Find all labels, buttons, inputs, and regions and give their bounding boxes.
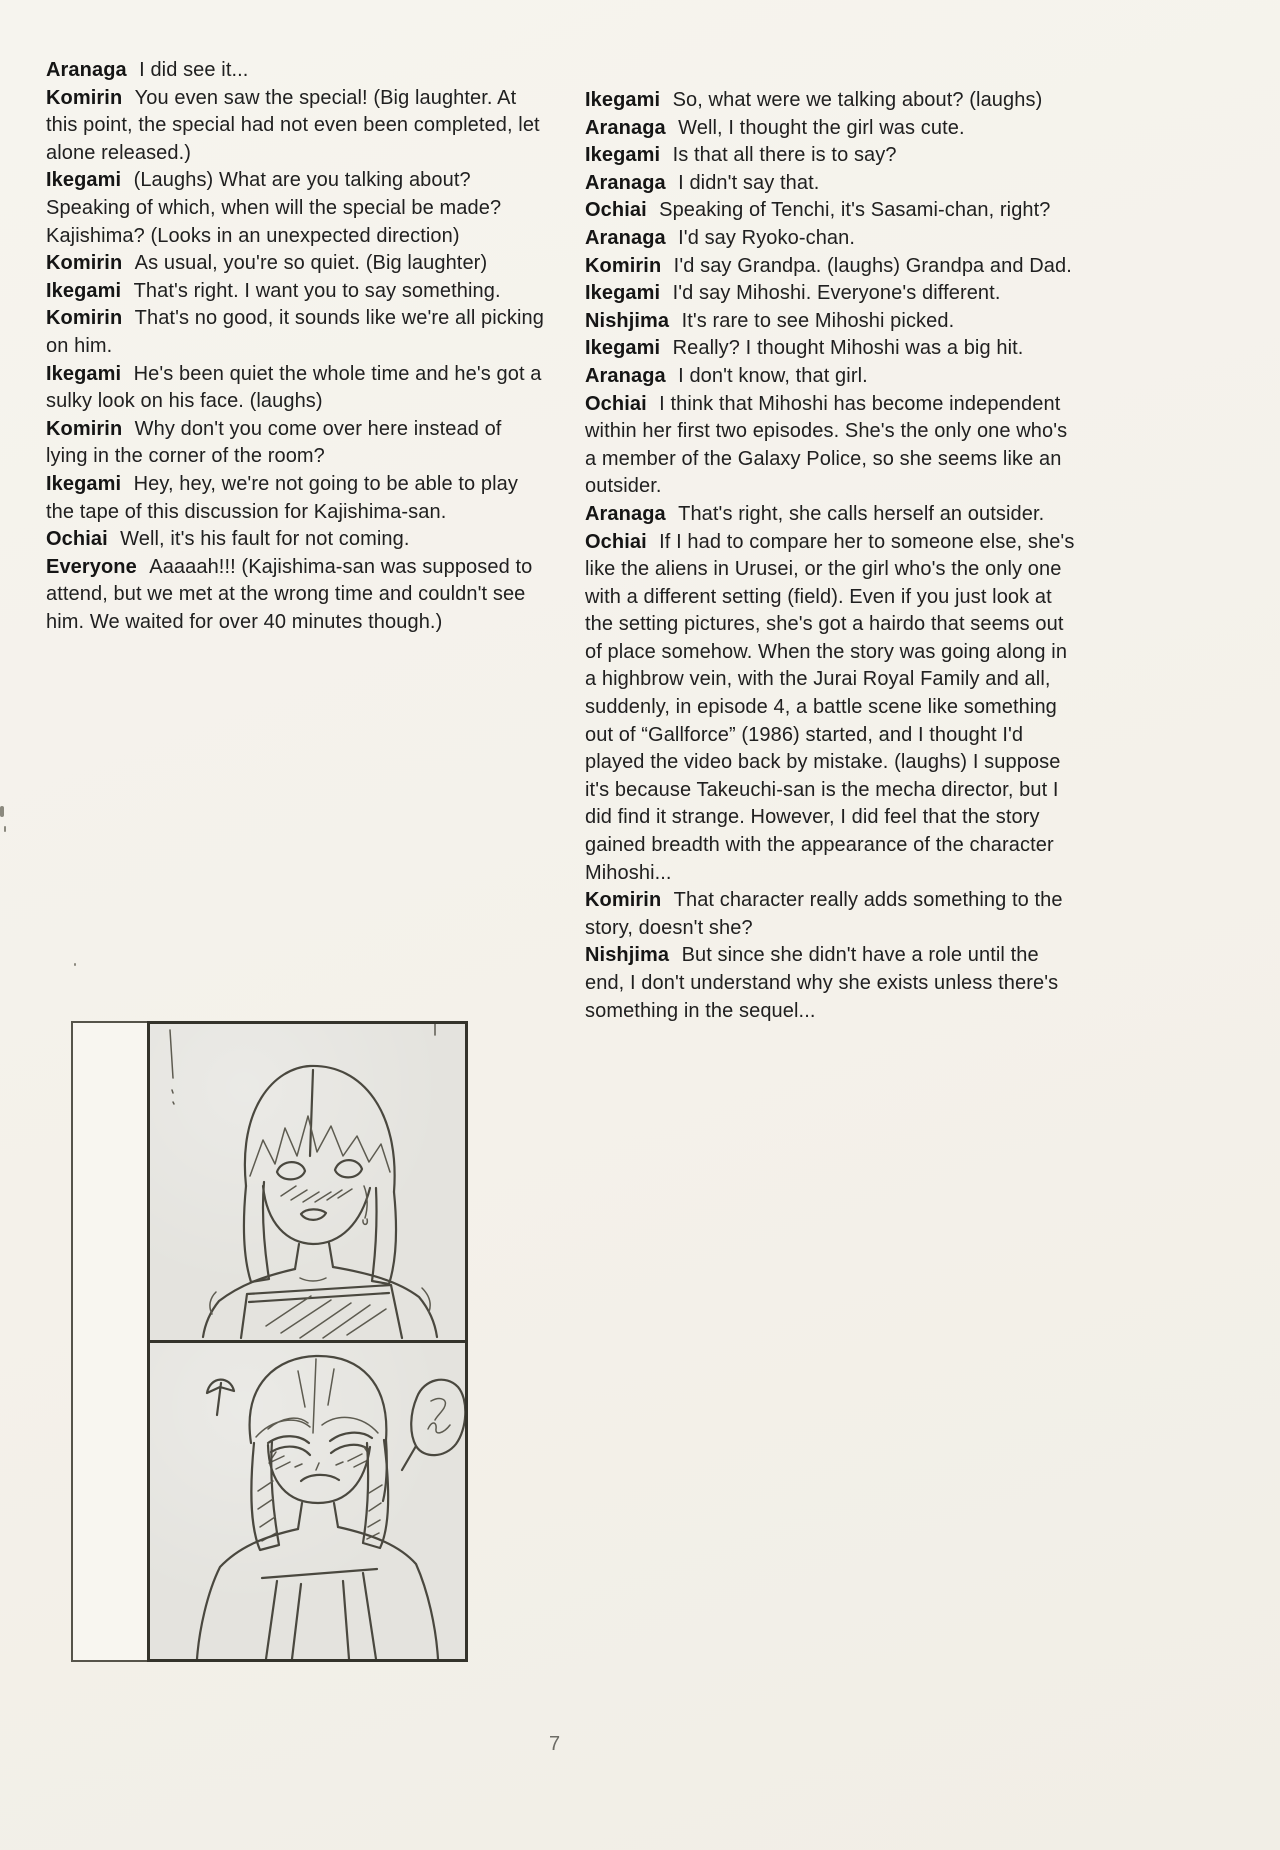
dialogue-entry: [585, 142, 1077, 170]
sketch-scan: [147, 1021, 468, 1662]
dialogue-text: Well, it's his fault for not coming.: [120, 528, 410, 551]
speech-bubble: [402, 1380, 465, 1470]
speaker-name: Ikegami: [46, 169, 122, 192]
dialogue-entry: [585, 197, 1077, 225]
storyboard-panel-2: [150, 1340, 465, 1659]
speaker-name: Ikegami: [585, 144, 661, 167]
dialogue-entry: [585, 335, 1077, 363]
dialogue-text: Speaking of Tenchi, it's Sasami-chan, right?: [659, 199, 1051, 222]
dialogue-text: I don't know, that girl.: [678, 364, 868, 387]
dialogue-entry: [585, 280, 1077, 308]
speaker-name: Aranaga: [585, 171, 666, 194]
scan-speck: [4, 826, 6, 832]
speaker-name: Aranaga: [46, 59, 127, 81]
speaker-name: Komirin: [46, 86, 123, 109]
dialogue-entry: [46, 57, 545, 85]
dialogue-text: That character really adds something to the story, doesn't she?: [585, 889, 1063, 939]
dialogue-entry: [585, 363, 1077, 391]
scan-speck: [74, 963, 76, 966]
dialogue-entry: [46, 554, 545, 637]
dialogue-text: Well, I thought the girl was cute.: [678, 116, 965, 139]
page-number: 7: [549, 1733, 561, 1755]
girl-sketch-annoyed: [150, 1343, 465, 1659]
dialogue-text: I'd say Grandpa. (laughs) Grandpa and Dad.: [673, 254, 1072, 277]
right-column: [585, 87, 1077, 1025]
dialogue-entry: [46, 167, 545, 250]
dialogue-entry: [46, 416, 545, 471]
speaker-name: Everyone: [46, 555, 137, 578]
dialogue-text: Why don't you come over here instead of lying in the corner of the room?: [46, 417, 502, 468]
dialogue-entry: [46, 250, 545, 278]
dialogue-text: Really? I thought Mihoshi was a big hit.: [672, 337, 1024, 360]
dialogue-entry: [585, 115, 1077, 143]
dialogue-text: I'd say Mihoshi. Everyone's different.: [672, 282, 1001, 305]
speaker-name: Komirin: [46, 417, 123, 440]
speaker-name: Ochiai: [585, 392, 647, 415]
speaker-name: Ochiai: [585, 199, 647, 222]
speaker-name: Ochiai: [585, 530, 647, 553]
dialogue-text: I'd say Ryoko-chan.: [678, 226, 856, 249]
up-arrow-doodle: [207, 1380, 234, 1415]
left-column: [46, 57, 545, 636]
dialogue-text: If I had to compare her to someone else, she's like the aliens in Urusei, or the girl who's the only one with a different setting (field). Even if you just look at the setting pictures, she's got a hairdo that seems out of place somehow. When the story was going along in a highbrow vein, with the Jurai Royal Family and all, suddenly, in episode 4, a battle scene like something out of “Gallforce” (1986) started, and I thought I'd played the video back by mistake. (laughs) I suppose it's because Takeuchi-san is the mecha director, but I did find it strange. However, I did feel that the story gained breadth with the appearance of the character Mihoshi...: [585, 530, 1075, 884]
speaker-name: Aranaga: [585, 502, 666, 525]
dialogue-text: It's rare to see Mihoshi picked.: [681, 309, 955, 332]
speaker-name: Nishjima: [585, 944, 670, 967]
dialogue-entry: [585, 501, 1077, 529]
speaker-name: Ochiai: [46, 528, 108, 551]
dialogue-entry: [46, 305, 545, 360]
dialogue-entry: [585, 253, 1077, 281]
dialogue-entry: [46, 526, 545, 554]
sketch-frame: [71, 1021, 468, 1662]
girl-sketch-crying: [150, 1024, 465, 1340]
speaker-name: Ikegami: [585, 337, 661, 360]
dialogue-entry: [585, 391, 1077, 501]
dialogue-text: (Laughs) What are you talking about? Speaking of which, when will the special be made? Kajishima? (Looks in an unexpected direction): [46, 169, 502, 247]
speaker-name: Komirin: [585, 889, 662, 912]
dialogue-entry: [46, 471, 545, 526]
speaker-name: Ikegami: [46, 472, 122, 495]
dialogue-text: You even saw the special! (Big laughter. At this point, the special had not even been completed, let alone released.): [46, 86, 540, 164]
speaker-name: Komirin: [46, 252, 123, 275]
dialogue-text: That's no good, it sounds like we're all picking on him.: [46, 307, 544, 357]
dialogue-entry: [585, 308, 1077, 336]
dialogue-text: So, what were we talking about? (laughs): [672, 89, 1043, 111]
storyboard-panel-1: [150, 1024, 465, 1340]
dialogue-entry: [46, 361, 545, 416]
dialogue-text: I think that Mihoshi has become independent within her first two episodes. She's the only one who's a member of the Galaxy Police, so she seems like an outsider.: [585, 392, 1068, 498]
dialogue-text: I did see it...: [139, 59, 249, 81]
speaker-name: Komirin: [585, 254, 662, 277]
dialogue-entry: [585, 225, 1077, 253]
speaker-name: Ikegami: [46, 362, 122, 385]
dialogue-entry: [585, 942, 1077, 1025]
dialogue-entry: [585, 529, 1077, 888]
speaker-name: Aranaga: [585, 226, 666, 249]
speaker-name: Ikegami: [585, 89, 661, 111]
speaker-name: Ikegami: [46, 279, 122, 302]
dialogue-text: That's right. I want you to say something.: [133, 279, 501, 302]
dialogue-entry: [585, 887, 1077, 942]
speaker-name: Aranaga: [585, 364, 666, 387]
dialogue-text: Hey, hey, we're not going to be able to play the tape of this discussion for Kajishima-san.: [46, 472, 518, 523]
speaker-name: Komirin: [46, 307, 123, 330]
speaker-name: Aranaga: [585, 116, 666, 139]
speaker-name: Nishjima: [585, 309, 670, 332]
dialogue-text: As usual, you're so quiet. (Big laughter): [134, 252, 488, 275]
dialogue-text: Is that all there is to say?: [672, 144, 897, 167]
dialogue-entry: [585, 87, 1077, 115]
dialogue-text: Aaaaah!!! (Kajishima-san was supposed to attend, but we met at the wrong time and couldn't see him. We waited for over 40 minutes though.): [46, 555, 533, 633]
dialogue-text: He's been quiet the whole time and he's got a sulky look on his face. (laughs): [46, 362, 542, 413]
dialogue-text: That's right, she calls herself an outsider.: [678, 502, 1045, 525]
dialogue-text: But since she didn't have a role until the end, I don't understand why she exists unless there's something in the sequel...: [585, 944, 1059, 1022]
dialogue-entry: [585, 170, 1077, 198]
dialogue-text: I didn't say that.: [678, 171, 820, 194]
speaker-name: Ikegami: [585, 282, 661, 305]
scan-speck: [0, 806, 4, 817]
dialogue-entry: [46, 85, 545, 168]
dialogue-entry: [46, 278, 545, 306]
